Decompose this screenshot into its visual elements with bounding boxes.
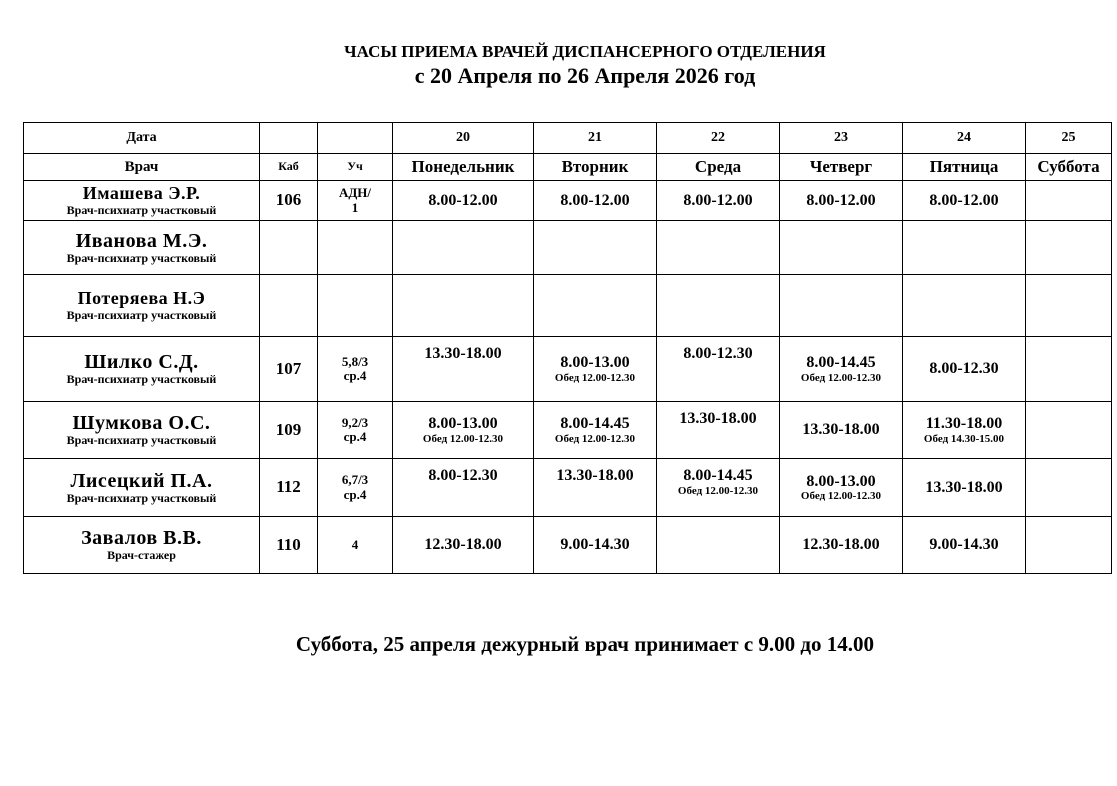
schedule-cell [393,337,534,402]
room-cell: 110 [260,517,318,574]
doctor-role: Врач-психиатр участковый [66,250,217,265]
doctor-cell [24,459,260,517]
doctor-name: Потеряева Н.Э [77,288,206,308]
lunch-break: Обед 12.00-12.30 [554,432,636,445]
date-cell: 21 [534,123,657,154]
schedule-cell [393,517,534,574]
reception-hours: 8.00-12.30 [929,360,999,378]
doctor-cell [24,181,260,221]
day-cell: Понедельник [393,154,534,181]
date-cell: 23 [780,123,903,154]
schedule-cell [534,517,657,574]
doctor-name: Имашева Э.Р. [82,183,201,203]
unit-line: АДН/ [338,185,372,201]
lunch-break: Обед 12.00-12.30 [677,484,759,497]
schedule-cell [780,459,903,517]
doctor-row [24,459,1112,517]
unit-cell [318,517,393,574]
reception-hours: 8.00-13.00 [560,354,630,372]
doctor-name: Лисецкий П.А. [70,469,213,492]
day-cell: Четверг [780,154,903,181]
reception-hours: 8.00-13.00 [806,472,876,490]
schedule-cell [657,181,780,221]
day-cell: Пятница [903,154,1026,181]
schedule-cell [903,337,1026,402]
unit-line: ср.4 [343,368,367,383]
room-cell: 109 [260,402,318,459]
doctor-row [24,181,1112,221]
schedule-cell [534,337,657,402]
unit-line: 6,7/3 [341,472,369,488]
date-cell: 25 [1026,123,1112,154]
reception-hours: 8.00-12.00 [929,191,999,209]
reception-hours: 8.00-12.00 [806,191,876,209]
reception-hours: 11.30-18.00 [925,415,1003,433]
schedule-cell [534,275,657,337]
reception-hours: 13.30-18.00 [802,421,880,439]
lunch-break: Обед 12.00-12.30 [554,371,636,384]
room-cell [260,275,318,337]
doctor-cell [24,337,260,402]
reception-hours: 8.00-12.30 [428,467,498,484]
schedule-cell [657,459,780,517]
lunch-break: Обед 14.30-15.00 [923,432,1005,445]
doctor-name: Иванова М.Э. [75,229,208,252]
doctor-cell [24,402,260,459]
schedule-cell [780,181,903,221]
doctor-name: Шилко С.Д. [84,351,199,374]
saturday-duty-note: Суббота, 25 апреля дежурный врач принимает с 9.00 до 14.00 [295,632,875,656]
schedule-cell [393,402,534,459]
schedule-cell [903,459,1026,517]
unit-cell [318,221,393,275]
date-cell: 24 [903,123,1026,154]
unit-cell [318,275,393,337]
schedule-cell [393,181,534,221]
schedule-cell [393,275,534,337]
day-cell: Суббота [1026,154,1112,181]
room-label: Каб [260,154,318,181]
schedule-table [23,122,1112,574]
unit-cell [318,181,393,221]
schedule-cell [780,275,903,337]
schedule-cell [657,517,780,574]
reception-hours: 13.30-18.00 [424,345,502,362]
doctor-cell [24,221,260,275]
schedule-cell [1026,459,1112,517]
date-range-subtitle: с 20 Апреля по 26 Апреля 2026 год [414,63,756,88]
lunch-break: Обед 12.00-12.30 [422,432,504,445]
date-cell: 20 [393,123,534,154]
schedule-cell [903,221,1026,275]
doctor-role: Врач-психиатр участковый [66,490,217,505]
unit-line: 5,8/3 [341,353,369,369]
schedule-cell [534,181,657,221]
schedule-cell [903,402,1026,459]
lunch-break: Обед 12.00-12.30 [800,371,882,384]
doctor-role: Врач-стажер [107,548,176,563]
schedule-cell [1026,275,1112,337]
unit-line: 1 [351,199,359,215]
unit-line: ср.4 [343,429,367,444]
schedule-cell [1026,517,1112,574]
reception-hours: 9.00-14.30 [560,536,630,554]
empty-cell [260,123,318,154]
schedule-cell [393,221,534,275]
schedule-cell [780,517,903,574]
day-cell: Вторник [534,154,657,181]
unit-line: 4 [351,536,359,552]
reception-hours: 8.00-14.45 [560,415,630,433]
empty-cell [318,123,393,154]
reception-hours: 12.30-18.00 [424,536,502,554]
date-label: Дата [24,123,260,154]
doctor-role: Врач-психиатр участковый [66,307,217,322]
schedule-cell [903,517,1026,574]
doctor-role: Врач-психиатр участковый [66,433,217,448]
schedule-cell [780,221,903,275]
schedule-cell [534,402,657,459]
schedule-cell [534,459,657,517]
reception-hours: 8.00-12.00 [683,191,753,209]
reception-hours: 8.00-12.00 [428,191,498,209]
date-cell: 22 [657,123,780,154]
reception-hours: 8.00-12.00 [560,191,630,209]
doctor-name: Шумкова О.С. [72,412,211,435]
reception-hours: 13.30-18.00 [925,478,1003,496]
document-title: ЧАСЫ ПРИЕМА ВРАЧЕЙ ДИСПАНСЕРНОГО ОТДЕЛЕНИЯ [344,42,826,61]
schedule-cell [780,402,903,459]
doctor-role: Врач-психиатр участковый [66,372,217,387]
room-cell: 106 [260,181,318,221]
unit-line: 9,2/3 [341,414,369,430]
schedule-cell [1026,181,1112,221]
doctor-row [24,221,1112,275]
unit-cell [318,402,393,459]
schedule-cell [657,402,780,459]
date-header-row [24,123,1112,154]
schedule-cell [1026,402,1112,459]
unit-line: ср.4 [343,486,367,502]
unit-cell [318,459,393,517]
room-cell: 112 [260,459,318,517]
doctor-name: Завалов В.В. [81,527,202,550]
doctor-label: Врач [24,154,260,181]
reception-hours: 8.00-14.45 [806,354,876,372]
schedule-cell [1026,221,1112,275]
doctor-cell [24,275,260,337]
doctor-row [24,337,1112,402]
schedule-cell [657,221,780,275]
unit-cell [318,337,393,402]
doctor-row [24,517,1112,574]
reception-hours: 8.00-12.30 [683,345,753,362]
doctor-row [24,402,1112,459]
doctor-role: Врач-психиатр участковый [66,202,217,217]
doctor-cell [24,517,260,574]
schedule-cell [1026,337,1112,402]
reception-hours: 13.30-18.00 [556,467,634,484]
reception-hours: 8.00-13.00 [428,415,498,433]
schedule-cell [657,275,780,337]
lunch-break: Обед 12.00-12.30 [800,490,882,503]
schedule-cell [903,181,1026,221]
schedule-cell [393,459,534,517]
doctor-row [24,275,1112,337]
reception-hours: 8.00-14.45 [683,467,753,484]
reception-hours: 12.30-18.00 [802,536,880,554]
schedule-cell [903,275,1026,337]
room-cell [260,221,318,275]
schedule-cell [534,221,657,275]
unit-label: Уч [318,154,393,181]
reception-hours: 9.00-14.30 [929,536,999,554]
day-header-row [24,154,1112,181]
room-cell: 107 [260,337,318,402]
schedule-cell [657,337,780,402]
reception-hours: 13.30-18.00 [679,410,757,427]
day-cell: Среда [657,154,780,181]
schedule-cell [780,337,903,402]
